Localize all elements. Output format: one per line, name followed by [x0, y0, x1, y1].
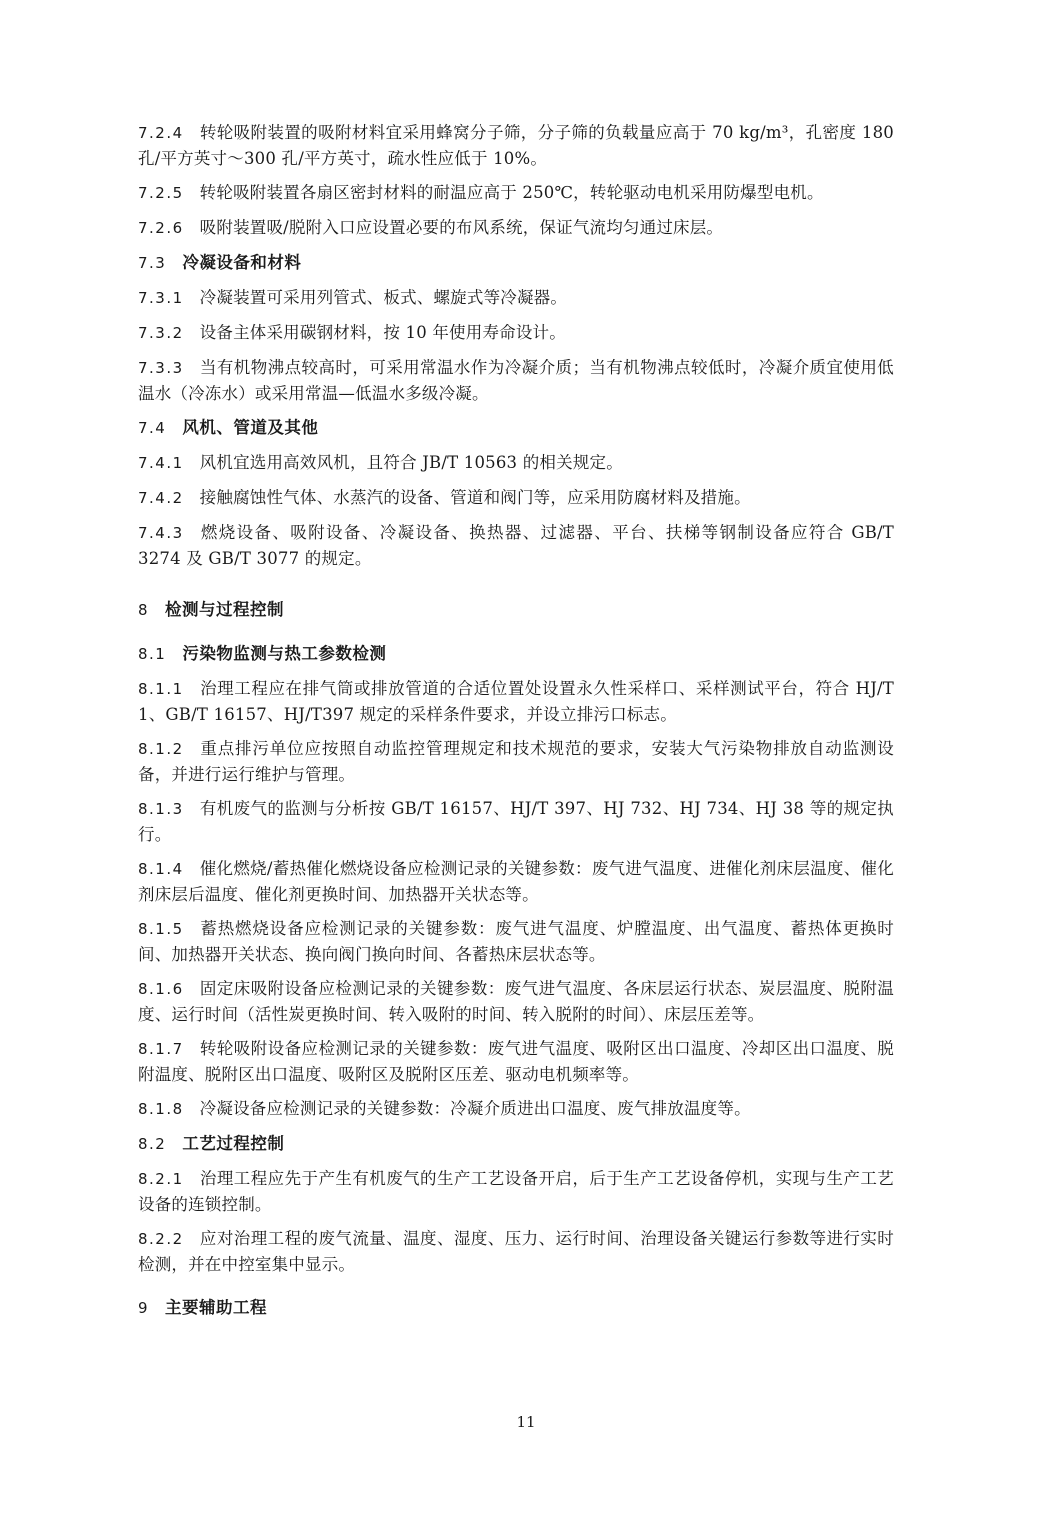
clause-7-2-6 [138, 215, 894, 241]
section-number: 8.2 [138, 1135, 167, 1153]
section-number: 8.1 [138, 645, 167, 663]
chapter-number: 9 [138, 1299, 150, 1317]
clause-7-2-5 [138, 180, 894, 206]
clause-number: 7.2.4 [138, 124, 184, 142]
section-title: 风机、管道及其他 [182, 418, 319, 437]
clause-7-3-1 [138, 285, 894, 311]
clause-number: 8.2.1 [138, 1170, 184, 1188]
section-number: 7.4 [138, 419, 167, 437]
page-number: 11 [516, 1413, 536, 1431]
clause-number: 8.1.3 [138, 800, 184, 818]
section-title: 工艺过程控制 [182, 1134, 285, 1153]
clause-7-3-3 [138, 355, 894, 406]
chapter-number: 8 [138, 601, 150, 619]
clause-8-1-5 [138, 916, 894, 967]
clause-text: 转轮吸附设备应检测记录的关键参数：废气进气温度、吸附区出口温度、冷却区出口温度、脱附温度、脱附区出口温度、吸附区及脱附区压差、驱动电机频率等。 [138, 1039, 894, 1084]
clause-text: 有机废气的监测与分析按 GB/T 16157、HJ/T 397、HJ 732、HJ 734、HJ 38 等的规定执行。 [138, 799, 894, 844]
clause-text: 催化燃烧/蓄热催化燃烧设备应检测记录的关键参数：废气进气温度、进催化剂床层温度、催化剂床层后温度、催化剂更换时间、加热器开关状态等。 [138, 859, 894, 904]
clause-text: 转轮吸附装置的吸附材料宜采用蜂窝分子筛，分子筛的负载量应高于 70 kg/m³，孔密度 180 孔/平方英寸～300 孔/平方英寸，疏水性应低于 10%。 [138, 123, 894, 168]
clause-text: 固定床吸附设备应检测记录的关键参数：废气进气温度、各床层运行状态、炭层温度、脱附温度、运行时间（活性炭更换时间、转入吸附的时间、转入脱附的时间）、床层压差等。 [138, 979, 894, 1024]
clause-number: 7.3.3 [138, 359, 184, 377]
clause-number: 7.4.3 [138, 524, 184, 542]
clause-7-4-3 [138, 520, 894, 571]
section-number: 7.3 [138, 254, 167, 272]
clause-7-3-2 [138, 320, 894, 346]
clause-text: 冷凝装置可采用列管式、板式、螺旋式等冷凝器。 [199, 288, 568, 307]
clause-number: 7.4.1 [138, 454, 184, 472]
section-heading-7-4 [138, 415, 894, 441]
clause-text: 设备主体采用碳钢材料，按 10 年使用寿命设计。 [199, 323, 566, 342]
clause-number: 7.3.2 [138, 324, 184, 342]
chapter-title: 检测与过程控制 [165, 600, 285, 619]
clause-8-1-3 [138, 796, 894, 847]
clause-text: 冷凝设备应检测记录的关键参数：冷凝介质进出口温度、废气排放温度等。 [199, 1099, 751, 1118]
section-heading-8-2 [138, 1131, 894, 1157]
clause-number: 8.1.4 [138, 860, 184, 878]
clause-number: 8.1.7 [138, 1040, 184, 1058]
clause-7-2-4 [138, 120, 894, 171]
clause-text: 风机宜选用高效风机，且符合 JB/T 10563 的相关规定。 [199, 453, 623, 472]
clause-text: 燃烧设备、吸附设备、冷凝设备、换热器、过滤器、平台、扶梯等钢制设备应符合 GB/T 3274 及 GB/T 3077 的规定。 [138, 523, 894, 568]
clause-text: 治理工程应在排气筒或排放管道的合适位置处设置永久性采样口、采样测试平台，符合 HJ/T 1、GB/T 16157、HJ/T397 规定的采样条件要求，并设立排污口标志。 [138, 679, 894, 724]
chapter-heading-9 [138, 1295, 894, 1321]
clause-number: 7.3.1 [138, 289, 184, 307]
clause-text: 当有机物沸点较高时，可采用常温水作为冷凝介质；当有机物沸点较低时，冷凝介质宜使用低温水（冷冻水）或采用常温—低温水多级冷凝。 [138, 358, 894, 403]
clause-8-1-1 [138, 676, 894, 727]
clause-text: 重点排污单位应按照自动监控管理规定和技术规范的要求，安装大气污染物排放自动监测设备，并进行运行维护与管理。 [138, 739, 894, 784]
section-title: 污染物监测与热工参数检测 [182, 644, 387, 663]
clause-text: 蓄热燃烧设备应检测记录的关键参数：废气进气温度、炉膛温度、出气温度、蓄热体更换时间、加热器开关状态、换向阀门换向时间、各蓄热床层状态等。 [138, 919, 894, 964]
clause-8-1-4 [138, 856, 894, 907]
clause-8-1-6 [138, 976, 894, 1027]
clause-number: 8.1.1 [138, 680, 184, 698]
clause-text: 治理工程应先于产生有机废气的生产工艺设备开启，后于生产工艺设备停机，实现与生产工艺设备的连锁控制。 [138, 1169, 894, 1214]
clause-number: 8.2.2 [138, 1230, 184, 1248]
clause-8-1-8 [138, 1096, 894, 1122]
clause-7-4-2 [138, 485, 894, 511]
clause-7-4-1 [138, 450, 894, 476]
clause-8-2-1 [138, 1166, 894, 1217]
clause-8-1-7 [138, 1036, 894, 1087]
clause-number: 8.1.8 [138, 1100, 184, 1118]
clause-number: 8.1.5 [138, 920, 184, 938]
clause-number: 8.1.6 [138, 980, 184, 998]
clause-number: 8.1.2 [138, 740, 184, 758]
clause-number: 7.2.5 [138, 184, 184, 202]
clause-8-2-2 [138, 1226, 894, 1277]
clause-number: 7.2.6 [138, 219, 184, 237]
document-body [138, 120, 894, 1330]
section-title: 冷凝设备和材料 [182, 253, 302, 272]
clause-8-1-2 [138, 736, 894, 787]
clause-text: 转轮吸附装置各扇区密封材料的耐温应高于 250℃，转轮驱动电机采用防爆型电机。 [199, 183, 824, 202]
clause-text: 吸附装置吸/脱附入口应设置必要的布风系统，保证气流均匀通过床层。 [199, 218, 724, 237]
section-heading-7-3 [138, 250, 894, 276]
clause-number: 7.4.2 [138, 489, 184, 507]
section-heading-8-1 [138, 641, 894, 667]
chapter-title: 主要辅助工程 [165, 1298, 268, 1317]
chapter-heading-8 [138, 597, 894, 623]
clause-text: 应对治理工程的废气流量、温度、湿度、压力、运行时间、治理设备关键运行参数等进行实时检测，并在中控室集中显示。 [138, 1229, 894, 1274]
clause-text: 接触腐蚀性气体、水蒸汽的设备、管道和阀门等，应采用防腐材料及措施。 [199, 488, 751, 507]
